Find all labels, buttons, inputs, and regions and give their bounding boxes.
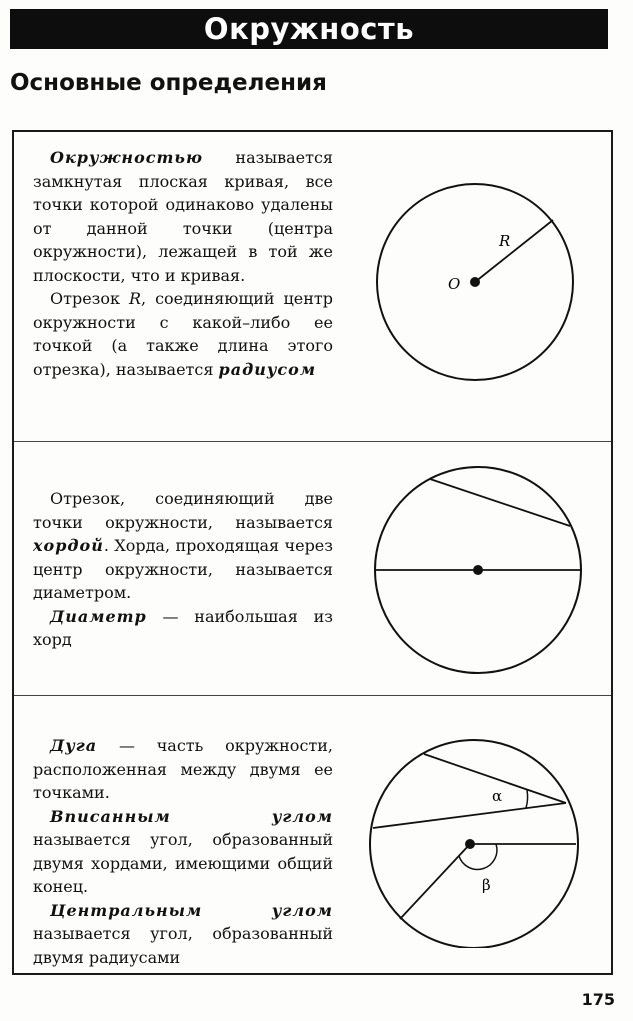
central-radius-diagonal	[400, 844, 470, 919]
inscribed-angle-def-rest: называется угол, образованный двумя хордами, имеющими общий конец.	[33, 830, 333, 896]
circle-definition-text	[33, 146, 333, 381]
chord-def-start: Отрезок, соединяющий две точки окружности, называется	[33, 489, 333, 532]
term-diameter: Диаметр	[50, 606, 147, 626]
inscribed-angle-label: α	[492, 787, 503, 805]
term-central-angle: Центральным углом	[50, 900, 333, 920]
chord-diameter-figure	[370, 466, 586, 674]
term-radius: радиусом	[218, 359, 317, 379]
panel-divider-1	[14, 441, 611, 442]
chord-line	[430, 479, 570, 526]
inscribed-chord-lower	[373, 803, 566, 828]
diameter-def-rest: — наибольшая из хорд	[33, 606, 333, 649]
inscribed-angle-arc	[526, 790, 528, 808]
central-angle-def-rest: называется угол, образованный двумя радиусами	[33, 924, 333, 967]
panel-divider-2	[14, 695, 611, 696]
chord-definition-text	[33, 487, 333, 652]
radius-segment	[475, 220, 553, 282]
central-angle-arc	[459, 844, 497, 869]
arc-def-rest: — часть окружности, расположенная между двумя ее точками.	[33, 736, 333, 802]
term-circle: Окружностью	[50, 148, 203, 167]
radius-def-middle: , соединяющий центр окружности с какой–либо ее точкой (а также длина этого отрезка), называется	[33, 289, 333, 379]
radius-def-start: Отрезок	[50, 289, 129, 308]
term-inscribed-angle: Вписанным углом	[50, 806, 333, 826]
circle-definition-body: называется замкнутая плоская кривая, все точки которой одинаково удалены от данной точки (центра окружности), лежащей в той же плоскости, что и кривая.	[33, 148, 333, 285]
section-heading: Основные определения	[10, 70, 327, 96]
term-chord: хордой	[33, 536, 104, 555]
center-point	[465, 839, 475, 849]
center-label: O	[448, 275, 461, 293]
arc-angle-definition-text	[33, 734, 333, 969]
angles-figure	[368, 738, 580, 948]
chapter-title: Окружность	[10, 9, 608, 49]
radius-variable: R	[128, 289, 142, 308]
central-angle-label: β	[482, 876, 491, 894]
term-arc: Дуга	[50, 736, 98, 755]
radius-label: R	[499, 232, 511, 250]
center-point	[473, 565, 483, 575]
circle-radius-figure	[370, 182, 580, 384]
chord-def-rest: . Хорда, проходящая через центр окружности, называется диаметром.	[33, 536, 333, 602]
center-point	[470, 277, 480, 287]
page-number: 175	[581, 990, 615, 1009]
